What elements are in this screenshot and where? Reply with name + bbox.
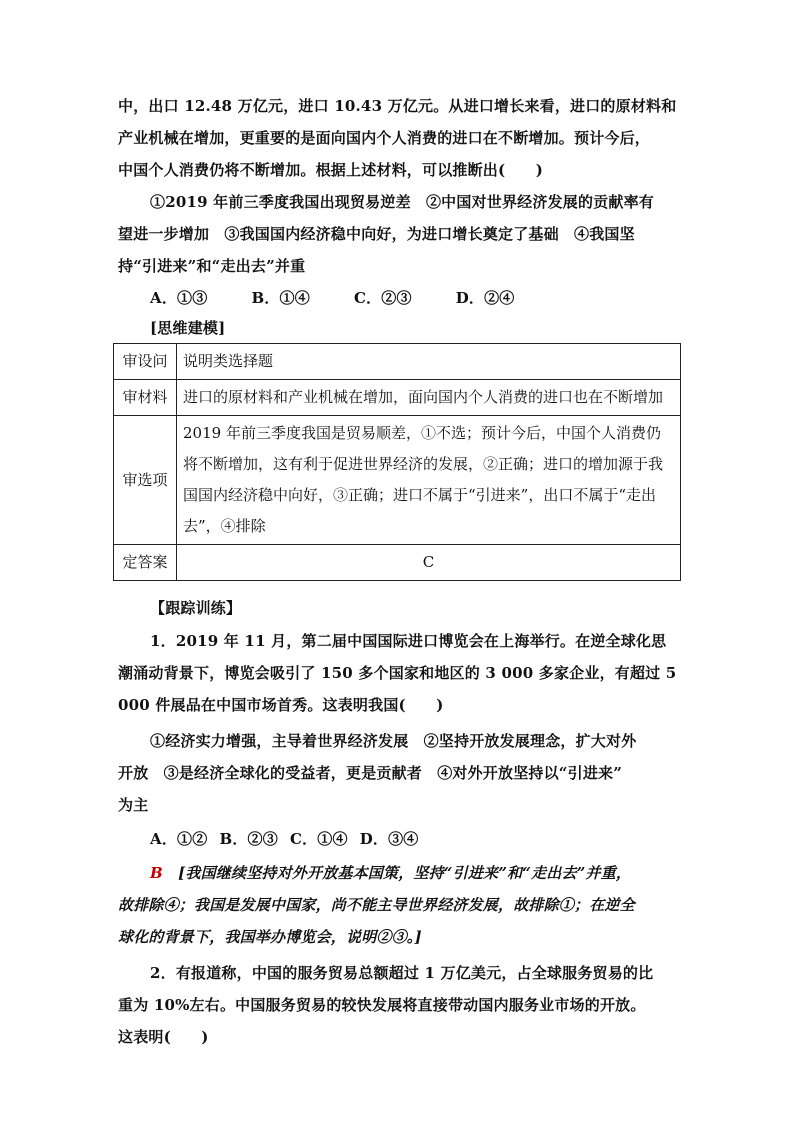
statement-line-3: 持“引进来”和“走出去”并重: [118, 257, 306, 275]
q1-explanation-line-1: [150, 857, 710, 889]
q1-line-1: 1．2019 年 11 月，第二届中国国际进口博览会在上海举行。在逆全球化思: [150, 632, 667, 650]
q1-explanation-line-2: 故排除④；我国是发展中国家，尚不能主导世界经济发展，故排除①；在逆全: [118, 896, 635, 914]
row-label: 审设问: [114, 344, 177, 380]
question-line-3: 中国个人消费仍将不断增加。根据上述材料，可以推断出( ): [118, 161, 543, 179]
row-content: 说明类选择题: [177, 344, 681, 380]
question-line-2: 产业机械在增加，更重要的是面向国内个人消费的进口在不断增加。预计今后，: [118, 129, 651, 147]
option-b: B．②③: [219, 830, 278, 848]
q1-line-2: 潮涌动背景下，博览会吸引了 150 多个国家和地区的 3 000 多家企业，有超过 5: [118, 664, 677, 682]
q1-options: [150, 823, 710, 855]
option-a: A．①③: [150, 289, 208, 307]
q1-explanation-line-3: 球化的背景下，我国举办博览会，说明②③。]: [118, 928, 422, 946]
option-d: D．②④: [455, 289, 515, 307]
row-content: 2019 年前三季度我国是贸易顺差，①不选；预计今后，中国个人消费仍将不断增加，这有利于促进世界经济的发展，②正确；进口的增加源于我国国内经济稳中向好，③正确；进口不属于“引进来”，出口不属于“走出去”，④排除: [177, 416, 681, 545]
training-heading: 【跟踪训练】: [150, 599, 242, 617]
row-label: 定答案: [114, 545, 177, 581]
option-b: B．①④: [251, 289, 310, 307]
statement-line-1: ①2019 年前三季度我国出现贸易逆差 ②中国对世界经济发展的贡献率有: [150, 193, 654, 211]
question-options: [150, 282, 710, 314]
table-row: [114, 380, 681, 416]
q1-statement-1: ①经济实力增强，主导着世界经济发展 ②坚持开放发展理念，扩大对外: [150, 732, 637, 750]
q1-answer: B: [150, 864, 163, 882]
table-row: [114, 545, 681, 581]
option-c: C．②③: [353, 289, 412, 307]
q1-statement-3: 为主: [118, 796, 149, 814]
statement-line-2: 望进一步增加 ③我国国内经济稳中向好，为进口增长奠定了基础 ④我国坚: [118, 225, 635, 243]
thinking-model-table: [113, 343, 681, 581]
option-a: A．①②: [150, 830, 208, 848]
q1-statement-2: 开放 ③是经济全球化的受益者，更是贡献者 ④对外开放坚持以“引进来”: [118, 764, 623, 782]
option-c: C．①④: [289, 830, 348, 848]
q2-line-1: 2．有报道称，中国的服务贸易总额超过 1 万亿美元，占全球服务贸易的比: [150, 964, 654, 982]
q2-line-2: 重为 10%左右。中国服务贸易的较快发展将直接带动国内服务业市场的开放。: [118, 996, 646, 1014]
option-d: D．③④: [359, 830, 419, 848]
q1-explanation-text: [我国继续坚持对外开放基本国策，坚持“引进来”和“走出去”并重，: [178, 864, 632, 882]
row-content: 进口的原材料和产业机械在增加，面向国内个人消费的进口也在不断增加: [177, 380, 681, 416]
row-label: 审选项: [114, 416, 177, 545]
question-line-1: 中，出口 12.48 万亿元，进口 10.43 万亿元。从进口增长来看，进口的原材料和: [118, 97, 677, 115]
row-content: C: [177, 545, 681, 581]
q1-line-3: 000 件展品在中国市场首秀。这表明我国( ): [118, 696, 444, 714]
row-label: 审材料: [114, 380, 177, 416]
q2-line-3: 这表明( ): [118, 1028, 209, 1046]
table-row: [114, 344, 681, 380]
model-heading: [思维建模]: [150, 319, 226, 337]
table-row: [114, 416, 681, 545]
